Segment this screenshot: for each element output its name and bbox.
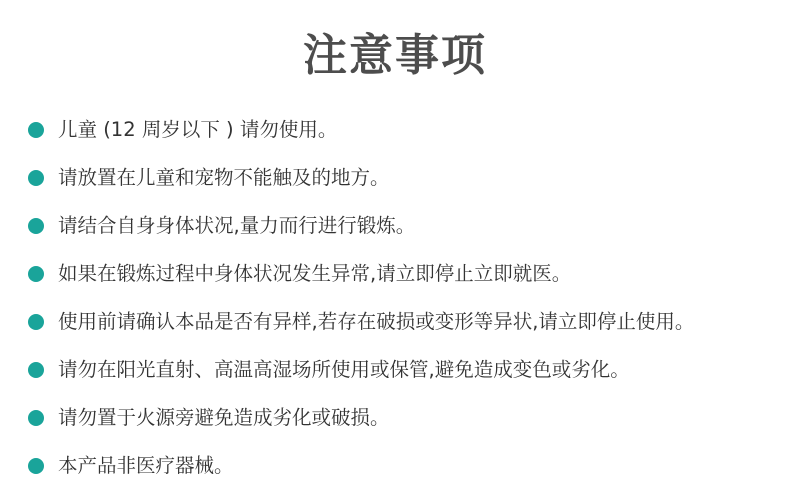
list-item-text: 儿童 (12 周岁以下 ) 请勿使用。 [58, 118, 338, 141]
bullet-dot-icon [28, 458, 44, 474]
list-item-text: 请放置在儿童和宠物不能触及的地方。 [58, 166, 390, 189]
list-item [28, 298, 790, 346]
list-item-text: 请结合自身身体状况,量力而行进行锻炼。 [58, 214, 416, 237]
list-item [28, 154, 790, 202]
list-item-text: 请勿置于火源旁避免造成劣化或破损。 [58, 406, 390, 429]
bullet-dot-icon [28, 266, 44, 282]
list-item-text: 请勿在阳光直射、高温高湿场所使用或保管,避免造成变色或劣化。 [58, 358, 630, 381]
page-title: 注意事项 [303, 30, 487, 81]
notice-list [28, 106, 790, 490]
bullet-dot-icon [28, 170, 44, 186]
bullet-dot-icon [28, 410, 44, 426]
bullet-dot-icon [28, 314, 44, 330]
list-item [28, 202, 790, 250]
list-item [28, 442, 790, 490]
list-item [28, 106, 790, 154]
bullet-dot-icon [28, 122, 44, 138]
list-item-text: 使用前请确认本品是否有异样,若存在破损或变形等异状,请立即停止使用。 [58, 310, 695, 333]
list-item-text: 如果在锻炼过程中身体状况发生异常,请立即停止立即就医。 [58, 262, 572, 285]
list-item [28, 250, 790, 298]
list-item [28, 394, 790, 442]
bullet-dot-icon [28, 218, 44, 234]
list-item [28, 346, 790, 394]
bullet-dot-icon [28, 362, 44, 378]
list-item-text: 本产品非医疗器械。 [58, 454, 234, 477]
